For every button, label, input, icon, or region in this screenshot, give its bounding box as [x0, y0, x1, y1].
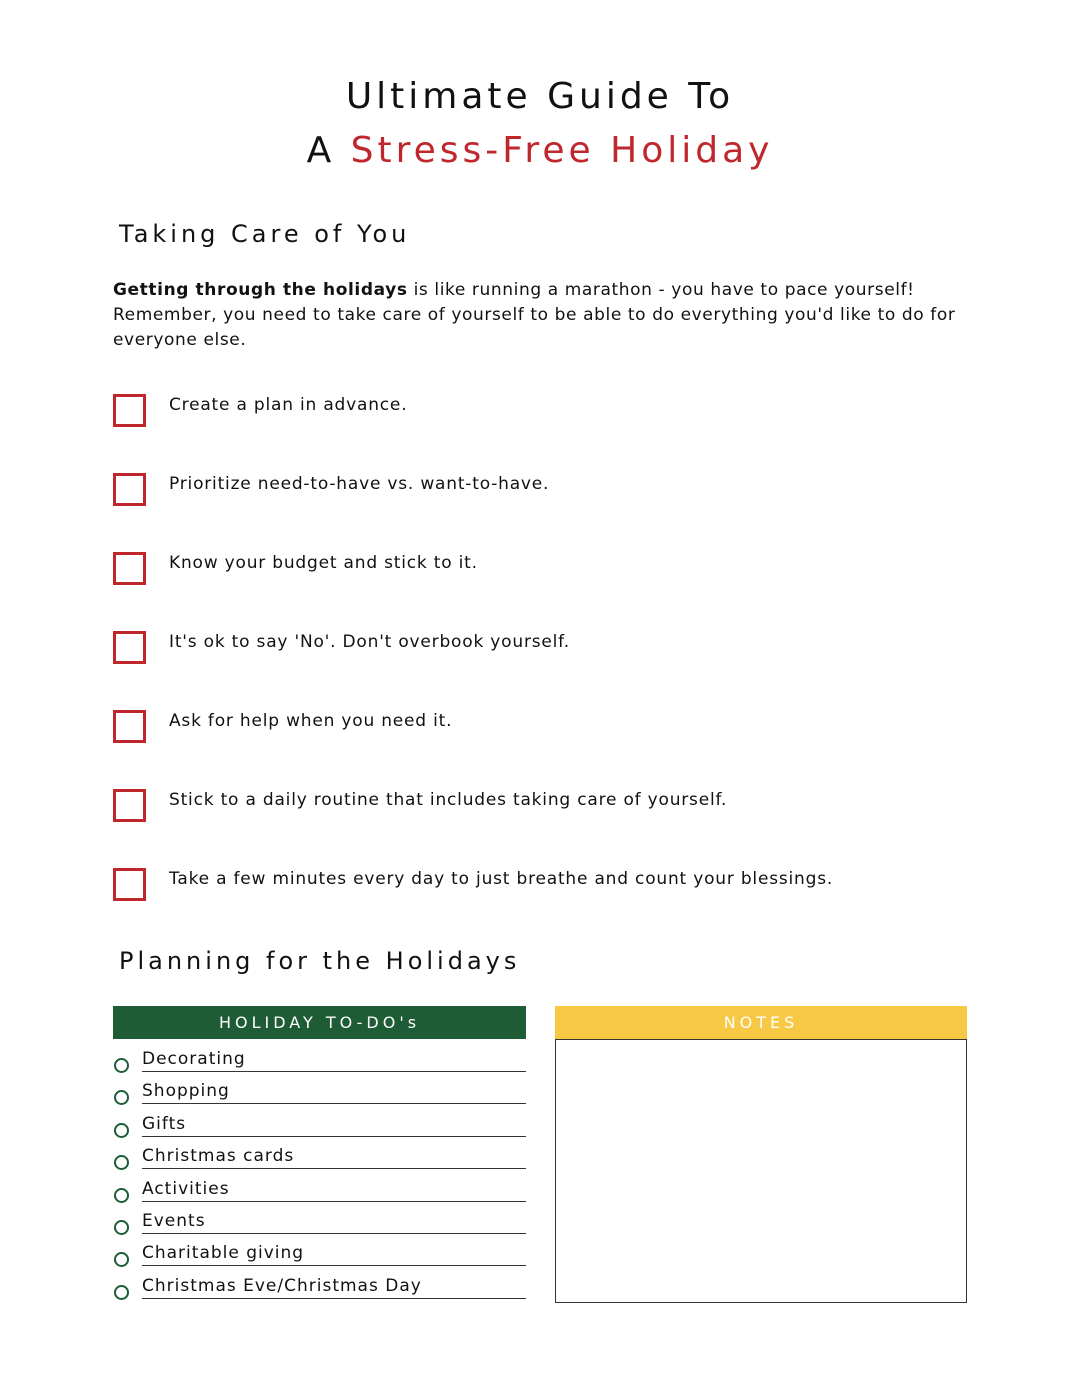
checklist-label: Know your budget and stick to it.	[169, 553, 478, 573]
todo-item[interactable]	[113, 1242, 526, 1272]
radio-circle-icon[interactable]	[114, 1090, 129, 1105]
checklist-item[interactable]	[113, 394, 973, 428]
checkbox[interactable]	[113, 473, 146, 506]
checkbox[interactable]	[113, 552, 146, 585]
radio-circle-icon[interactable]	[114, 1123, 129, 1138]
checkbox[interactable]	[113, 868, 146, 901]
todo-label: Christmas cards	[142, 1146, 295, 1166]
checklist-label: Ask for help when you need it.	[169, 711, 453, 731]
title-accent: Stress-Free Holiday	[350, 130, 774, 171]
todo-label: Decorating	[142, 1049, 246, 1069]
checkbox[interactable]	[113, 394, 146, 427]
radio-circle-icon[interactable]	[114, 1220, 129, 1235]
write-line[interactable]	[142, 1201, 526, 1202]
checklist-item[interactable]	[113, 868, 973, 902]
todo-item[interactable]	[113, 1178, 526, 1208]
checklist-item[interactable]	[113, 631, 973, 665]
checklist-label: Stick to a daily routine that includes taking care of yourself.	[169, 790, 728, 810]
todo-label: Shopping	[142, 1081, 230, 1101]
checkbox[interactable]	[113, 710, 146, 743]
title-line-2	[0, 130, 1080, 171]
checklist-label: Prioritize need-to-have vs. want-to-have.	[169, 474, 550, 494]
write-line[interactable]	[142, 1071, 526, 1072]
intro-paragraph	[113, 278, 973, 353]
write-line[interactable]	[142, 1298, 526, 1299]
radio-circle-icon[interactable]	[114, 1285, 129, 1300]
section-heading-planning: Planning for the Holidays	[119, 947, 521, 975]
todo-item[interactable]	[113, 1113, 526, 1143]
checkbox[interactable]	[113, 789, 146, 822]
checklist-item[interactable]	[113, 710, 973, 744]
checklist-item[interactable]	[113, 473, 973, 507]
todo-label: Activities	[142, 1179, 230, 1199]
write-line[interactable]	[142, 1265, 526, 1266]
todo-item[interactable]	[113, 1145, 526, 1175]
radio-circle-icon[interactable]	[114, 1188, 129, 1203]
title-line-1: Ultimate Guide To	[345, 76, 735, 117]
checklist-label: It's ok to say 'No'. Don't overbook yourself.	[169, 632, 570, 652]
todo-header: HOLIDAY TO-DO's	[113, 1006, 526, 1039]
radio-circle-icon[interactable]	[114, 1252, 129, 1267]
todo-item[interactable]	[113, 1048, 526, 1078]
checklist-label: Create a plan in advance.	[169, 395, 408, 415]
checklist-label: Take a few minutes every day to just breathe and count your blessings.	[169, 869, 834, 889]
intro-bold: Getting through the holidays	[113, 280, 408, 300]
title-prefix: A	[306, 130, 336, 171]
todo-item[interactable]	[113, 1080, 526, 1110]
todo-label: Gifts	[142, 1114, 187, 1134]
radio-circle-icon[interactable]	[114, 1058, 129, 1073]
todo-item[interactable]	[113, 1210, 526, 1240]
checklist-item[interactable]	[113, 789, 973, 823]
checkbox[interactable]	[113, 631, 146, 664]
notes-area[interactable]	[555, 1039, 967, 1303]
todo-label: Christmas Eve/Christmas Day	[142, 1276, 422, 1296]
checklist-item[interactable]	[113, 552, 973, 586]
notes-header: NOTES	[555, 1006, 967, 1039]
write-line[interactable]	[142, 1136, 526, 1137]
write-line[interactable]	[142, 1233, 526, 1234]
todo-label: Events	[142, 1211, 206, 1231]
section-heading-taking-care: Taking Care of You	[119, 220, 411, 248]
write-line[interactable]	[142, 1103, 526, 1104]
radio-circle-icon[interactable]	[114, 1155, 129, 1170]
intro-text: is like running a marathon - you have to pace yourself! Remember, you need to take care of yourself to be able to do everything you'd like to do for everyone else.	[113, 280, 956, 350]
todo-item[interactable]	[113, 1275, 526, 1305]
write-line[interactable]	[142, 1168, 526, 1169]
todo-label: Charitable giving	[142, 1243, 305, 1263]
